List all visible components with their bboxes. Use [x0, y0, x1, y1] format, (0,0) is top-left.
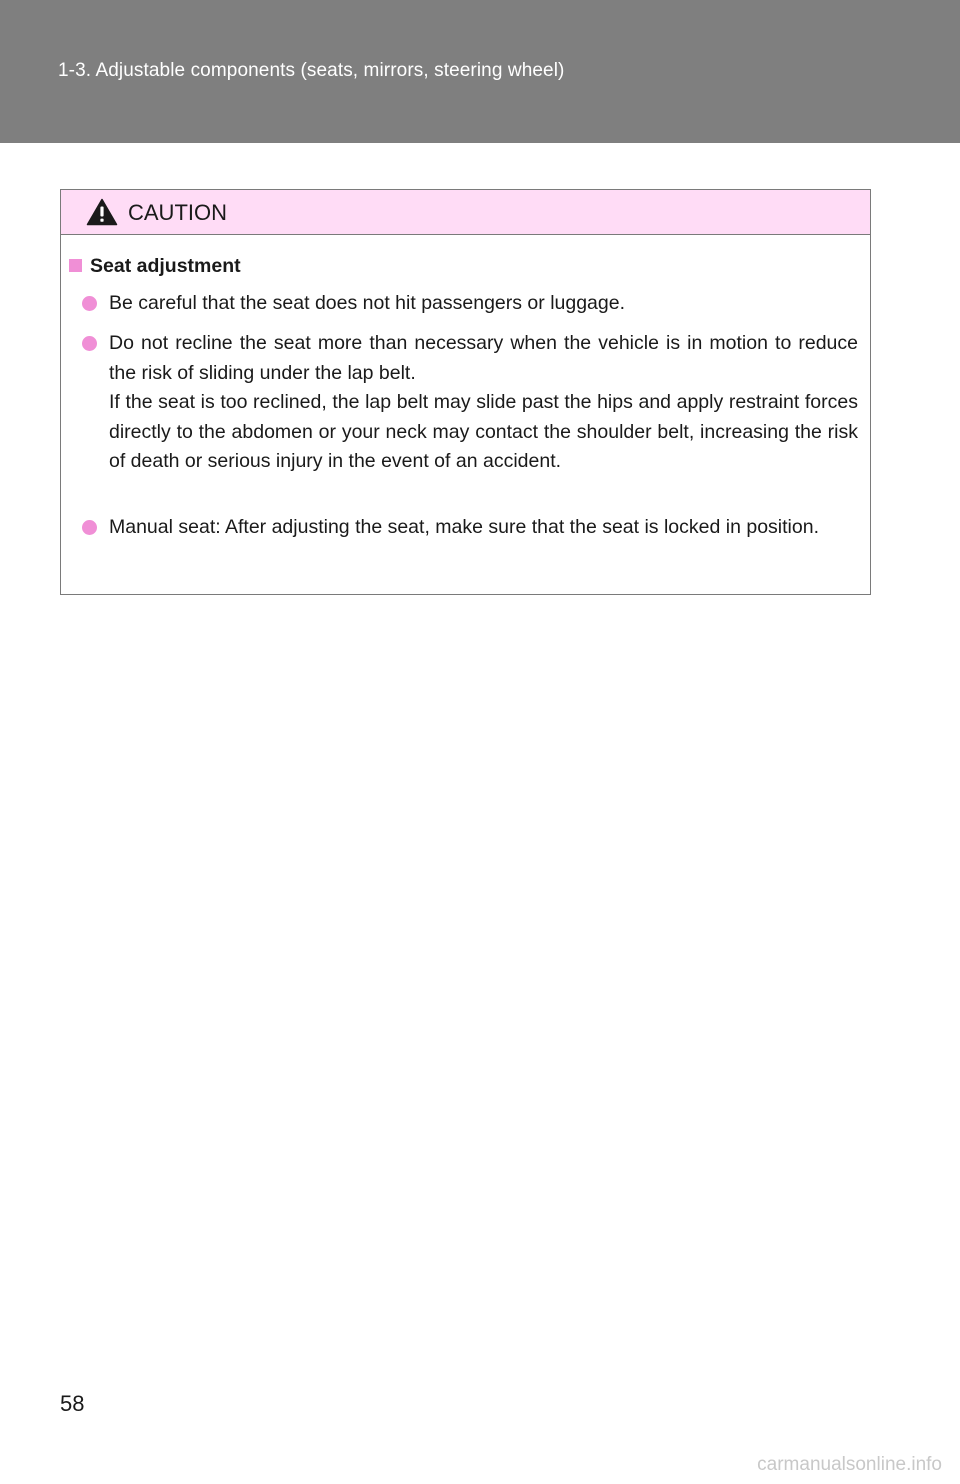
caution-paragraph: Manual seat: After adjusting the seat, make sure that the seat is locked in position.: [109, 516, 819, 538]
caution-item: [82, 513, 858, 543]
section-heading-text: Seat adjustment: [90, 255, 241, 277]
section-heading: [69, 255, 241, 278]
bullet-dot-icon: [82, 336, 97, 351]
caution-box: [60, 189, 871, 595]
square-bullet-icon: [69, 259, 82, 272]
page-header: [0, 0, 960, 143]
bullet-dot-icon: [82, 520, 97, 535]
section-title: 1-3. Adjustable components (seats, mirrors, steering wheel): [58, 60, 565, 81]
caution-paragraph: Do not recline the seat more than necessary when the vehicle is in motion to reduce the risk of sliding under the lap belt.: [109, 332, 858, 384]
caution-item: [82, 289, 858, 319]
caution-item-text: [109, 513, 858, 543]
warning-triangle-icon: [86, 198, 118, 226]
caution-item-text: [109, 329, 858, 477]
caution-item: [82, 329, 858, 477]
caution-title: CAUTION: [128, 200, 227, 225]
watermark: carmanualsonline.info: [757, 1454, 942, 1475]
caution-header: [61, 190, 870, 235]
caution-item-text: [109, 289, 858, 319]
caution-paragraph: Be careful that the seat does not hit passengers or luggage.: [109, 292, 626, 314]
page-number: 58: [60, 1391, 85, 1416]
bullet-dot-icon: [82, 296, 97, 311]
caution-paragraph: If the seat is too reclined, the lap belt may slide past the hips and apply restraint forces directly to the abdomen or your neck may contact the shoulder belt, increasing the risk of death or serious injury in the event of an accident.: [109, 391, 858, 472]
